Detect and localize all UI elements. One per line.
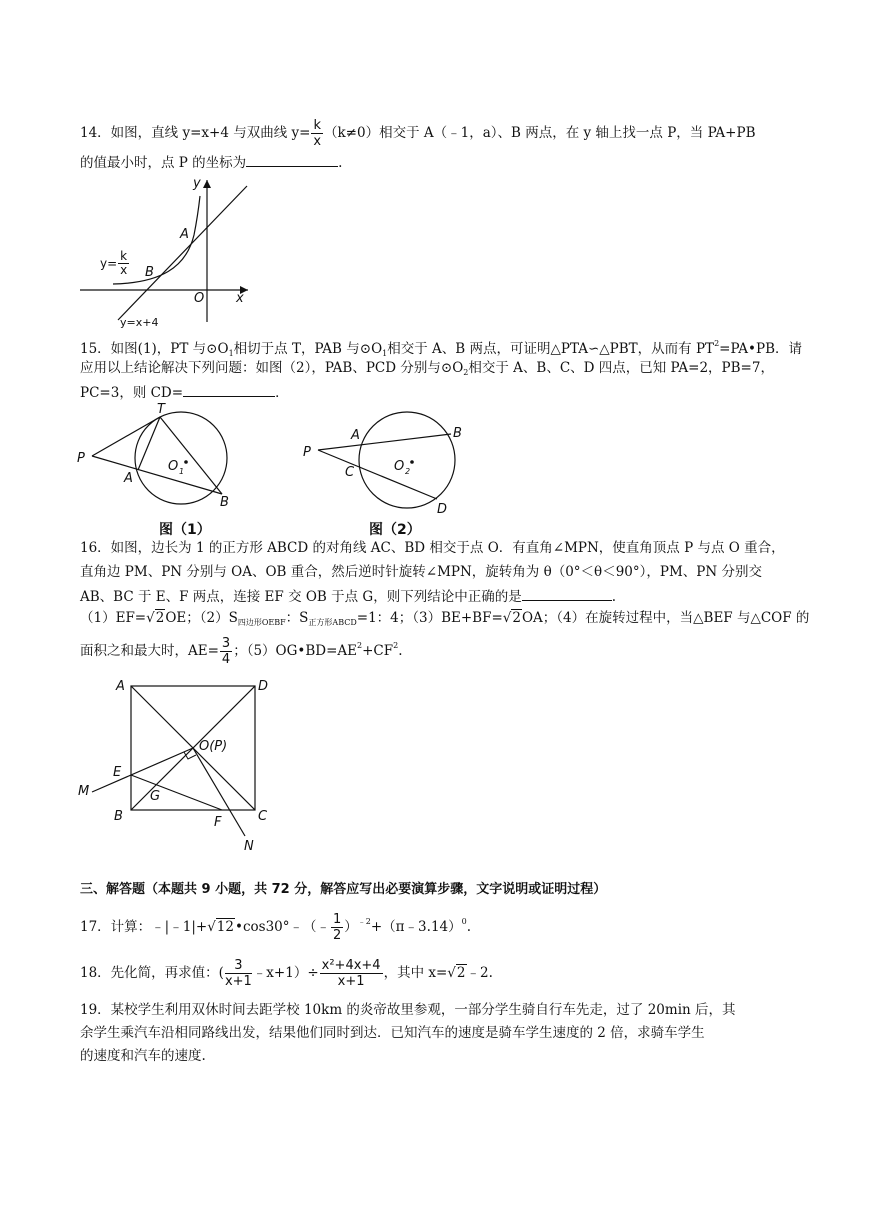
q14-line1: 14．如图，直线 y=x+4 与双曲线 y= $\frac{k}{x}$ （k≠0）相交于 A（﹣1，a）、B 两点，在 y 轴上找一点 P，当 PA+PB — [80, 118, 756, 149]
label-t: T — [157, 402, 165, 417]
label-d: D — [258, 679, 269, 694]
label-b: B — [114, 809, 123, 824]
label-d: D — [437, 502, 448, 517]
label-n: N — [244, 839, 254, 854]
label-y: y — [193, 176, 201, 191]
label-point-b: B — [145, 265, 154, 280]
line-label: y=x+4 — [120, 316, 159, 329]
label-o-sub: 1 — [179, 467, 185, 476]
label-a: A — [124, 471, 133, 486]
fraction: $\frac{3}{x+1}$ — [224, 958, 252, 989]
q16-line2: 直角边 PM、PN 分别与 OA、OB 重合，然后逆时针旋转∠MPN，旋转角为 θ（0°＜θ＜90°），PM、PN 分别交 — [80, 564, 762, 580]
q16-line1: 16．如图，边长为 1 的正方形 ABCD 的对角线 AC、BD 相交于点 O．有直角∠MPN，使直角顶点 P 与点 O 重合， — [80, 540, 785, 556]
label-g: G — [150, 789, 161, 804]
label-b: B — [453, 426, 462, 441]
fraction: $\frac{3}{4}$ — [221, 636, 231, 667]
label-b: B — [220, 495, 229, 510]
q15-line3: PC=3，则 CD= ． — [80, 382, 289, 403]
right-angle-mark — [184, 752, 196, 759]
curve-label: y= $\frac{k}{x}$ — [100, 249, 128, 277]
q14-line2: 的值最小时，点 P 的坐标为 . — [80, 152, 342, 173]
label-o: O — [394, 459, 405, 474]
sqrt: √2 — [502, 610, 521, 626]
label-f: F — [214, 815, 222, 830]
q19-line1: 19．某校学生利用双休时间去距学校 10km 的炎帝故里参观，一部分学生骑自行车先走，过了 20min 后，其 — [80, 1002, 736, 1018]
label-p: P — [77, 451, 85, 466]
q15-line1: 15．如图(1)，PT 与$⊙O_1$相切于点 T，PAB 与$⊙O_1$相交于 A、B 两点，可证明△PTA∽△PBT，从而有 $PT^2=PA•PB$．请 — [80, 339, 803, 358]
label-p: P — [303, 445, 311, 460]
label-c: C — [258, 809, 268, 824]
figure-2-caption: 图（2） — [369, 522, 421, 538]
label-x: x — [236, 291, 244, 306]
q16-line5: 面积之和最大时，AE= $\frac{3}{4}$ ；$(5)OG•BD=AE^2+CF^2$. — [80, 636, 403, 667]
q19-line2: 余学生乘汽车沿相同路线出发，结果他们同时到达．已知汽车的速度是骑车学生速度的 2 倍，求骑车学生 — [80, 1025, 705, 1041]
q19-line3: 的速度和汽车的速度. — [80, 1048, 206, 1064]
sqrt: √2 — [447, 965, 466, 981]
label-origin: O — [194, 291, 205, 306]
q16-line3: AB、BC 于 E、F 两点，连接 EF 交 OB 于点 G，则下列结论中正确的是 . — [80, 586, 616, 607]
label-o: O — [168, 459, 179, 474]
fraction: $\frac{1}{2}$ — [333, 912, 342, 943]
q15-line2: 应用以上结论解决下列问题：如图（2），PAB、PCD 分别与$⊙O_2$相交于 A、B、C、D 四点，已知 PA=2，PB=7， — [80, 360, 774, 377]
figure-1-caption: 图（1） — [159, 522, 211, 538]
sqrt: √2 — [146, 610, 165, 626]
label-point-a: A — [180, 227, 189, 242]
label-o-sub: 2 — [405, 467, 411, 476]
label-o-p: O(P) — [199, 739, 228, 754]
label-m: M — [78, 784, 90, 799]
q17: 17．计算：﹣|﹣1|+√12•cos30°﹣（﹣ $\frac{1}{2}$ ）$^{﹣2}$+（π﹣3.14）$^0$. — [80, 912, 472, 943]
label-a: A — [116, 679, 125, 694]
label-a: A — [351, 428, 360, 443]
section-3-title: 三、解答题（本题共 9 小题，共 72 分，解答应写出必要演算步骤，文字说明或证明过程） — [80, 882, 607, 897]
sqrt: √12 — [207, 919, 234, 935]
q16-line4: （1）EF=√2OE；$(2)S_{四边形OEBF}$：$S_{正方形ABCD}=1$：4；（3）BE+BF=√2OA；（4）在旋转过程中，当△BEF 与△COF 的 — [80, 610, 810, 627]
label-c: C — [345, 465, 355, 480]
q18: 18．先化简，再求值：( $\frac{3}{x+1}$ ﹣x+1）÷ $\frac{\text{x²+4x+4}}{x+1}$ ，其中 x=√2﹣2. — [80, 958, 493, 989]
label-e: E — [113, 765, 122, 780]
segment-ef — [131, 775, 222, 810]
fraction: $\frac{\text{x²+4x+4}}{x+1}$ — [321, 958, 381, 989]
ray-pm — [92, 748, 193, 792]
fraction: $\frac{k}{x}$ — [313, 118, 322, 149]
